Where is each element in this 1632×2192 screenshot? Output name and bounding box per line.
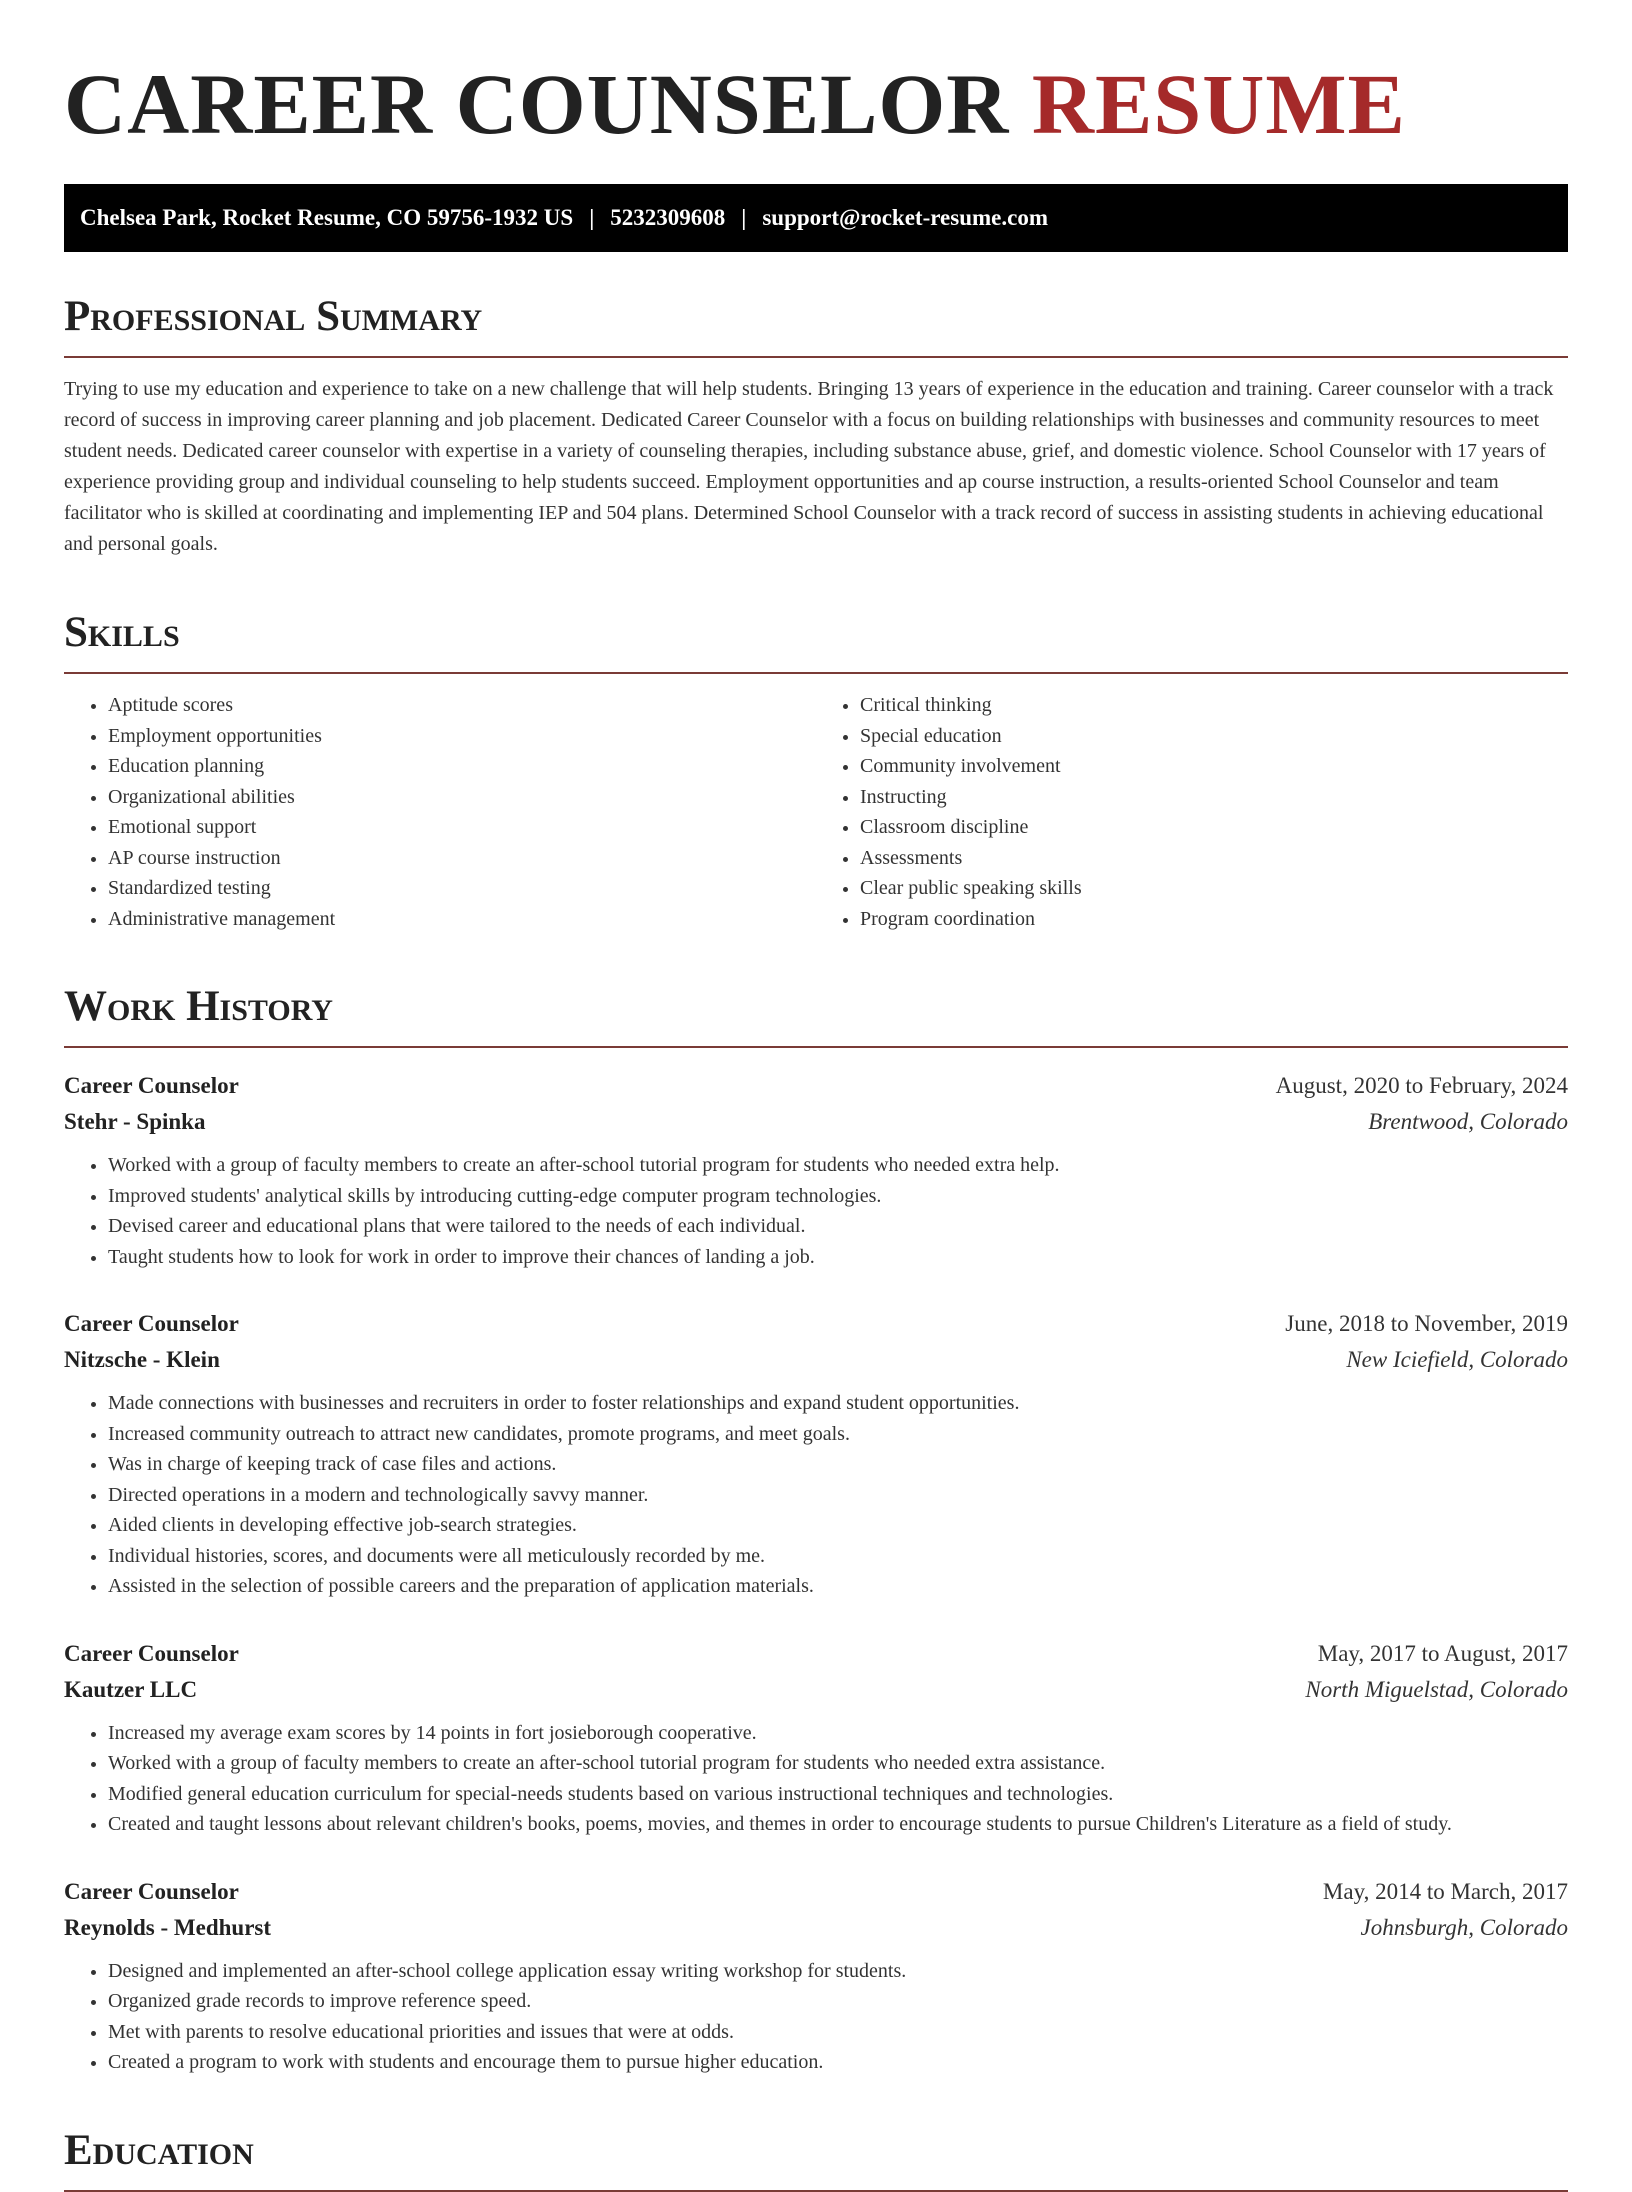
skill-item: • Classroom discipline <box>860 812 1568 843</box>
skills-column-right <box>816 690 1568 934</box>
job-dates: June, 2018 to November, 2019 <box>1285 1311 1568 1336</box>
skill-item: • Clear public speaking skills <box>860 873 1568 904</box>
job-bullets <box>64 1718 1568 1840</box>
job-bullet: • Created and taught lessons about relevant children's books, poems, movies, and themes in order to encourage students to pursue Children's Literature as a field of study. <box>108 1809 1568 1840</box>
job-entry <box>64 1068 1568 1272</box>
job-bullet: • Devised career and educational plans that were tailored to the needs of each individual. <box>108 1211 1568 1242</box>
skill-item: • Employment opportunities <box>108 721 816 752</box>
job-bullet: • Organized grade records to improve reference speed. <box>108 1986 1568 2017</box>
job-company-row <box>64 1910 1568 1946</box>
job-bullet: • Designed and implemented an after-school college application essay writing workshop for students. <box>108 1956 1568 1987</box>
job-company-row <box>64 1672 1568 1708</box>
job-title: Career Counselor <box>64 1311 239 1336</box>
skill-item: • Standardized testing <box>108 873 816 904</box>
job-dates: May, 2014 to March, 2017 <box>1322 1878 1568 1904</box>
skill-item: • Organizational abilities <box>108 782 816 813</box>
job-bullet: • Made connections with businesses and recruiters in order to foster relationships and expand student opportunities. <box>108 1388 1568 1419</box>
job-header-row <box>64 1874 1568 1910</box>
section-title-skills: Skills <box>64 608 1568 674</box>
job-bullet: • Worked with a group of faculty members to create an after-school tutorial program for students who needed extra assistance. <box>108 1748 1568 1779</box>
skill-item: • Aptitude scores <box>108 690 816 721</box>
section-title-education: Education <box>64 2126 1568 2192</box>
section-title-work-history: Work History <box>64 982 1568 1048</box>
skill-item: • Assessments <box>860 843 1568 874</box>
contact-separator: | <box>741 205 747 230</box>
job-entry <box>64 1306 1568 1602</box>
title-accent: RESUME <box>1031 56 1406 152</box>
job-entry <box>64 1874 1568 2078</box>
skill-item: • Administrative management <box>108 904 816 935</box>
title-main: CAREER COUNSELOR <box>64 56 1010 152</box>
skill-item: • Emotional support <box>108 812 816 843</box>
skill-item: • Special education <box>860 721 1568 752</box>
job-company-row <box>64 1342 1568 1378</box>
job-title: Career Counselor <box>64 1878 239 1904</box>
job-dates: August, 2020 to February, 2024 <box>1275 1073 1568 1098</box>
job-bullet: • Met with parents to resolve educational priorities and issues that were at odds. <box>108 2017 1568 2048</box>
skill-item: • Community involvement <box>860 751 1568 782</box>
contact-separator: | <box>589 205 595 230</box>
job-bullet: • Worked with a group of faculty members to create an after-school tutorial program for students who needed extra help. <box>108 1150 1568 1181</box>
skill-item: • Education planning <box>108 751 816 782</box>
job-bullet: • Improved students' analytical skills by introducing cutting-edge computer program technologies. <box>108 1181 1568 1212</box>
skills-column-left <box>64 690 816 934</box>
job-bullet: • Taught students how to look for work in order to improve their chances of landing a job. <box>108 1242 1568 1273</box>
job-bullets <box>64 1956 1568 2078</box>
job-bullets <box>64 1150 1568 1272</box>
job-company: Stehr - Spinka <box>64 1109 206 1134</box>
job-header-row <box>64 1306 1568 1342</box>
job-bullet: • Created a program to work with students and encourage them to pursue higher education. <box>108 2047 1568 2078</box>
skill-item: • Program coordination <box>860 904 1568 935</box>
section-title-summary: Professional Summary <box>64 292 1568 358</box>
job-bullet: • Increased community outreach to attract new candidates, promote programs, and meet goals. <box>108 1419 1568 1450</box>
job-bullet: • Was in charge of keeping track of case files and actions. <box>108 1449 1568 1480</box>
job-bullet: • Directed operations in a modern and technologically savvy manner. <box>108 1480 1568 1511</box>
skill-item: • Critical thinking <box>860 690 1568 721</box>
job-header-row <box>64 1636 1568 1672</box>
contact-phone[interactable]: 5232309608 <box>610 205 726 230</box>
job-location: New Iciefield, Colorado <box>1346 1347 1568 1372</box>
summary-text: Trying to use my education and experience to take on a new challenge that will help students. Bringing 13 years of experience in the education and training. Career counselor with a track record of success in improving career planning and job placement. Dedicated Career Counselor with a focus on building relationships with businesses and community resources to meet student needs. Dedicated career counselor with expertise in a variety of counseling therapies, including substance abuse, grief, and domestic violence. School Counselor with 17 years of experience providing group and individual counseling to help students succeed. Employment opportunities and ap course instruction, a results-oriented School Counselor and team facilitator who is skilled at coordinating and implementing IEP and 504 plans. Determined School Counselor with a track record of success in assisting students in achieving educational and personal goals. <box>64 378 1554 555</box>
job-company-row <box>64 1104 1568 1140</box>
contact-email-link[interactable]: support@rocket-resume.com <box>762 205 1048 230</box>
job-bullet: • Individual histories, scores, and documents were all meticulously recorded by me. <box>108 1541 1568 1572</box>
job-title: Career Counselor <box>64 1073 239 1098</box>
resume-title <box>64 48 1568 160</box>
job-location: North Miguelstad, Colorado <box>1305 1676 1568 1702</box>
skills-list <box>64 690 1568 934</box>
job-title: Career Counselor <box>64 1640 239 1666</box>
job-bullet: • Increased my average exam scores by 14 points in fort josieborough cooperative. <box>108 1718 1568 1749</box>
job-dates: May, 2017 to August, 2017 <box>1317 1640 1568 1666</box>
job-bullet: • Assisted in the selection of possible careers and the preparation of application materials. <box>108 1571 1568 1602</box>
skill-item: • AP course instruction <box>108 843 816 874</box>
job-location: Johnsburgh, Colorado <box>1360 1914 1568 1940</box>
job-company: Reynolds - Medhurst <box>64 1914 272 1940</box>
job-bullet: • Modified general education curriculum for special-needs students based on various instructional techniques and technologies. <box>108 1779 1568 1810</box>
contact-address: Chelsea Park, Rocket Resume, CO 59756-1932 US <box>80 205 574 230</box>
skill-item: • Instructing <box>860 782 1568 813</box>
job-location: Brentwood, Colorado <box>1368 1109 1568 1134</box>
job-entry <box>64 1636 1568 1840</box>
contact-bar <box>64 184 1568 252</box>
job-bullets <box>64 1388 1568 1602</box>
job-header-row <box>64 1068 1568 1104</box>
job-company: Nitzsche - Klein <box>64 1347 220 1372</box>
job-bullet: • Aided clients in developing effective job-search strategies. <box>108 1510 1568 1541</box>
job-company: Kautzer LLC <box>64 1676 198 1702</box>
